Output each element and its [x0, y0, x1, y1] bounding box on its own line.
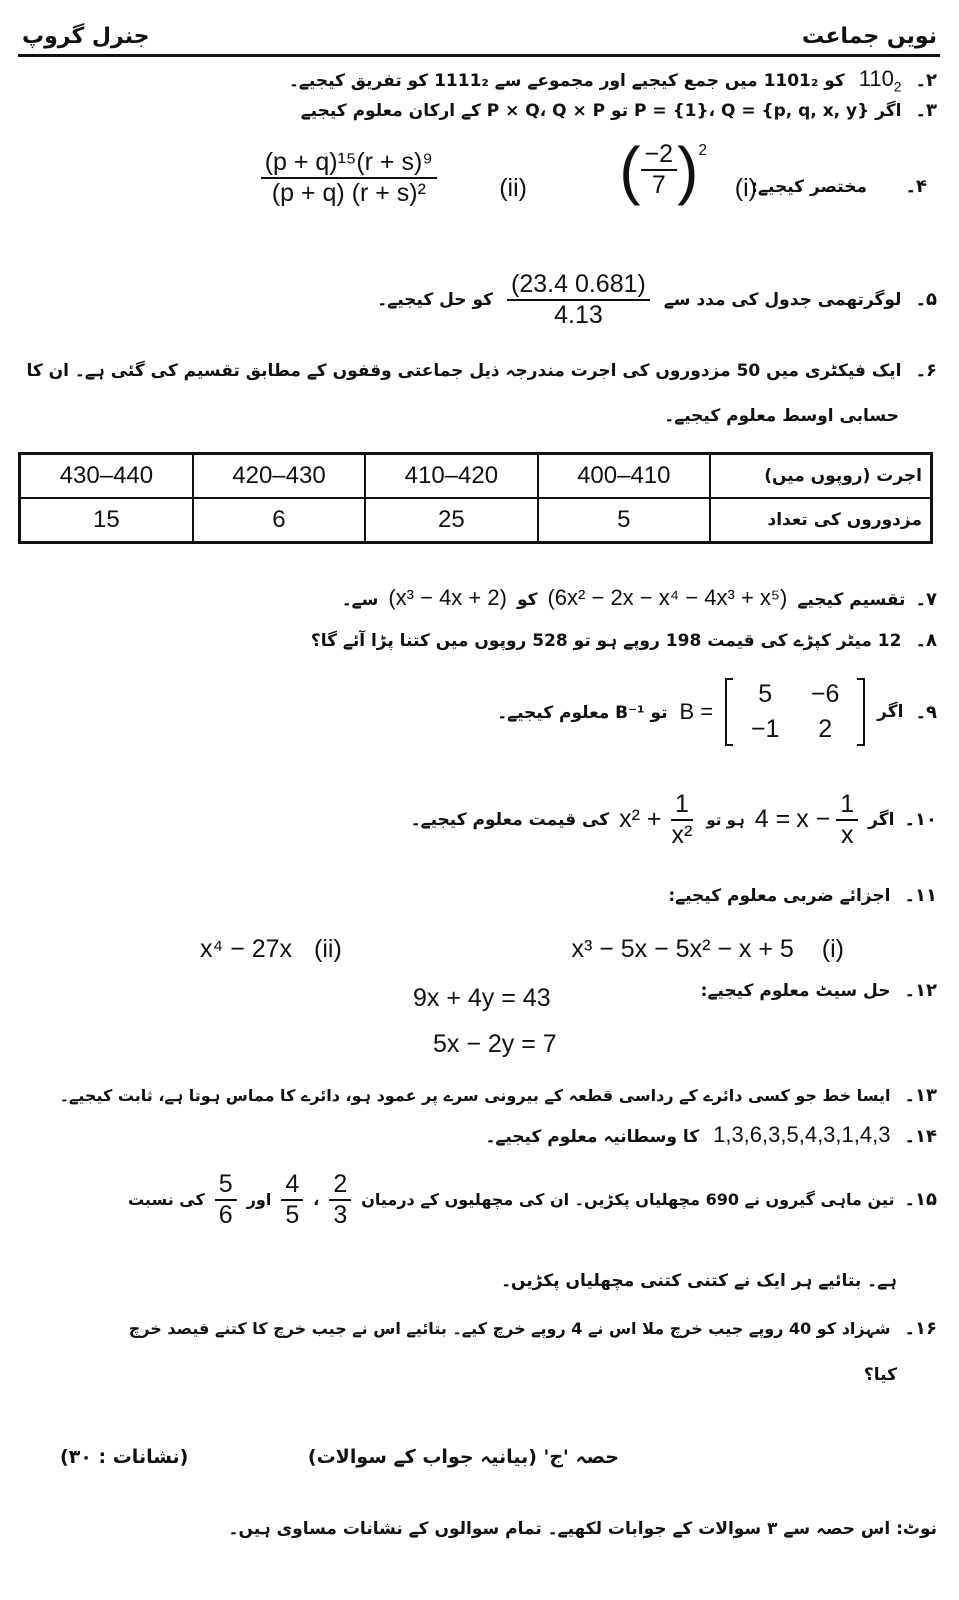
- question-text: اگر P = {1}، Q = {p, q, x, y} تو P × Q، Q × P کے ارکان معلوم کیجیے: [300, 101, 902, 121]
- question-number: ۵۔: [915, 289, 937, 311]
- question-text: کو 1101₂ میں جمع کیجیے اور مجموعے سے 1111₂ کو تفریق کیجیے۔: [288, 71, 845, 91]
- binary-a: $110_2$: [858, 66, 902, 95]
- part-label-ii: (ii): [499, 174, 527, 202]
- part-label: (i): [821, 935, 844, 963]
- log-expression: $\frac{(23.4 0.681)}{4.13}$: [507, 270, 650, 330]
- question-6: [26, 360, 937, 381]
- divisor: (x³ − 4x + 2): [388, 585, 507, 610]
- question-number: ۱۳۔: [904, 1085, 937, 1106]
- question-15-line-2: ہے۔ بتائیے ہر ایک نے کتنی کتنی مچھلیاں پکڑیں۔: [501, 1271, 897, 1291]
- data-values: 1,3,6,3,5,4,3,1,4,3: [713, 1122, 891, 1147]
- question-text: 12 میٹر کپڑے کی قیمت 198 روپے ہو تو 528 روپوں میں کتنا پڑا آئے گا؟: [310, 631, 902, 651]
- comma: ،: [313, 1190, 320, 1210]
- question-number: ۱۴۔: [904, 1126, 937, 1147]
- table-cell: 420–430: [193, 454, 365, 499]
- question-text: تین ماہی گیروں نے 690 مچھلیاں پکڑیں۔ ان کی مچھلیوں کے درمیان: [361, 1190, 895, 1210]
- question-text: لوگرتھمی جدول کی مدد سے: [663, 290, 902, 311]
- word-ko: کو: [516, 590, 538, 610]
- question-16: [129, 1318, 937, 1339]
- table-cell: 15: [20, 498, 193, 543]
- ratio-5-6: $\frac{5}{6}$: [215, 1170, 237, 1230]
- question-11: [668, 885, 937, 906]
- question-number: ۴۔: [905, 176, 927, 197]
- equation-1: 9x + 4y = 43: [413, 984, 551, 1012]
- expression: x⁴ − 27x: [200, 935, 293, 963]
- factor-part-i: [571, 935, 844, 964]
- question-number: ۲۔: [915, 70, 937, 91]
- table-row: [20, 498, 932, 543]
- question-text: حل سیٹ معلوم کیجیے:: [700, 981, 891, 1001]
- question-text-end: تو B⁻¹ معلوم کیجیے۔: [497, 702, 668, 723]
- table-cell: 410–420: [365, 454, 537, 499]
- table-cell: 5: [538, 498, 710, 543]
- expr-i: ( $\frac{-2}{7}$ ) $^2$: [619, 134, 707, 206]
- equation-2: 5x − 2y = 7: [433, 1030, 557, 1058]
- class-title: نویں جماعت: [802, 24, 937, 49]
- question-2: [289, 66, 937, 94]
- question-4: [22, 134, 937, 248]
- question-number: ۱۵۔: [904, 1189, 937, 1211]
- table-cell: 6: [193, 498, 365, 543]
- question-15: [128, 1170, 937, 1230]
- question-text-end: کو حل کیجیے۔: [377, 290, 494, 311]
- question-16-line-2: کیا؟: [863, 1365, 897, 1385]
- question-3: [301, 100, 937, 121]
- factor-part-ii: [200, 935, 342, 964]
- word-agar: اگر: [868, 809, 895, 830]
- question-number: ۱۰۔: [904, 809, 937, 831]
- question-number: ۱۶۔: [904, 1318, 937, 1339]
- question-number: ۷۔: [915, 589, 937, 610]
- question-text: اجزائے ضربی معلوم کیجیے:: [668, 886, 891, 906]
- question-12: [701, 980, 937, 1001]
- part-label: (ii): [314, 935, 342, 963]
- question-text-end: کی قیمت معلوم کیجیے۔: [410, 810, 610, 831]
- matrix-b: 5 −6 −1 2: [725, 678, 865, 746]
- question-number: ۳۔: [915, 100, 937, 121]
- wage-table: [18, 452, 933, 544]
- table-cell: 25: [365, 498, 537, 543]
- question-8: [311, 630, 937, 651]
- find-expression: x² + $\frac{1}{\text{x²}}$: [619, 790, 693, 849]
- section-title: حصہ 'ج' (بیانیہ جواب کے سوالات): [307, 1446, 619, 1468]
- row-header: مزدوروں کی تعداد: [710, 498, 932, 543]
- matrix-lhs: B =: [679, 699, 714, 724]
- question-label: مختصر کیجیے:: [751, 177, 867, 197]
- question-number: ۶۔: [915, 360, 937, 381]
- expr-ii: $\frac{\text{(p + q)¹⁵(r + s)⁹}}{\text{(p + q) (r + s)²}}$: [261, 148, 437, 208]
- table-cell: 430–440: [20, 454, 193, 499]
- dividend: (6x² − 2x − x⁴ − 4x³ + x⁵): [547, 585, 788, 610]
- question-10: [411, 790, 937, 850]
- question-5: [377, 270, 937, 330]
- question-number: ۱۱۔: [904, 885, 937, 906]
- ratio-4-5: $\frac{4}{5}$: [281, 1170, 303, 1230]
- ratio-2-3: $\frac{2}{3}$: [329, 1170, 351, 1230]
- section-marks: (نشانات : ۳۰): [60, 1446, 189, 1468]
- question-number: ۸۔: [915, 630, 937, 651]
- question-6-line-2: حسابی اوسط معلوم کیجیے۔: [664, 406, 899, 426]
- question-14: [485, 1122, 937, 1148]
- question-text: ایک فیکٹری میں 50 مزدوروں کی اجرت مندرجہ ذیل جماعتی وقفوں کے مطابق تقسیم کی گئی ہے۔ ان کا: [26, 361, 902, 381]
- group-title: جنرل گروپ: [22, 24, 150, 49]
- table-row: [20, 454, 932, 499]
- word-agar: اگر: [877, 702, 904, 722]
- question-number: ۹۔: [915, 701, 937, 723]
- word-se: سے۔: [341, 590, 379, 610]
- word-ho-to: ہو تو: [706, 810, 745, 829]
- question-9: [497, 678, 937, 746]
- header-rule: [18, 54, 940, 57]
- question-number: ۱۲۔: [904, 980, 937, 1001]
- expression: x³ − 5x − 5x² − x + 5: [571, 935, 794, 963]
- table-cell: 400–410: [538, 454, 710, 499]
- word-aur: اور: [246, 1190, 272, 1210]
- given-equation: 4 = x − $\frac{1}{x}$: [755, 790, 858, 850]
- question-13: [60, 1085, 937, 1106]
- part-label-i: (i): [734, 174, 757, 202]
- question-text: شہزاد کو 40 روپے جیب خرچ ملا اس نے 4 روپے خرچ کیے۔ بتائیے اس نے جیب خرچ کا کتنے فیصد خرچ: [128, 1319, 891, 1338]
- row-header: اجرت (روپوں میں): [710, 454, 932, 499]
- question-text: تقسیم کیجیے: [797, 590, 906, 610]
- question-text: کا وسطانیہ معلوم کیجیے۔: [485, 1127, 700, 1147]
- question-text-end: کی نسبت: [127, 1190, 205, 1210]
- question-text: ایسا خط جو کسی دائرے کے رداسی قطعہ کے بیرونی سرے پر عمود ہو، دائرے کا مماس ہوتا ہے، ثابت کیجیے۔: [59, 1086, 891, 1105]
- section-note: نوٹ: اس حصہ سے ۳ سوالات کے جوابات لکھیے۔ تمام سوالوں کے نشانات مساوی ہیں۔: [228, 1519, 937, 1539]
- question-7: [342, 585, 937, 611]
